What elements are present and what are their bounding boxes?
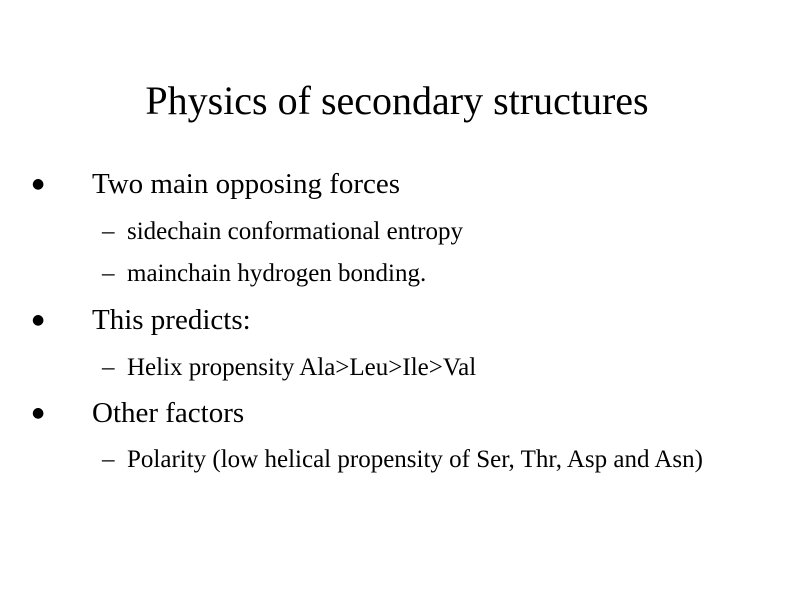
bullet-text: Two main opposing forces bbox=[92, 168, 401, 200]
dash-icon: – bbox=[102, 354, 115, 381]
bullet-icon: ● bbox=[32, 176, 45, 192]
slide-title: Physics of secondary structures bbox=[145, 78, 649, 123]
sub-bullet-text: sidechain conformational entropy bbox=[127, 218, 463, 245]
dash-icon: – bbox=[102, 218, 115, 245]
sub-bullet-text: Helix propensity Ala>Leu>Ile>Val bbox=[127, 354, 477, 381]
sub-bullet-text: mainchain hydrogen bonding. bbox=[127, 260, 427, 287]
bullet-text: This predicts: bbox=[92, 304, 251, 336]
bullet-icon: ● bbox=[32, 405, 45, 421]
bullet-text: Other factors bbox=[92, 397, 245, 429]
bullet-icon: ● bbox=[32, 312, 45, 328]
sub-bullet-text: Polarity (low helical propensity of Ser, Thr, Asp and Asn) bbox=[127, 446, 703, 473]
dash-icon: – bbox=[102, 446, 115, 473]
dash-icon: – bbox=[102, 260, 115, 287]
